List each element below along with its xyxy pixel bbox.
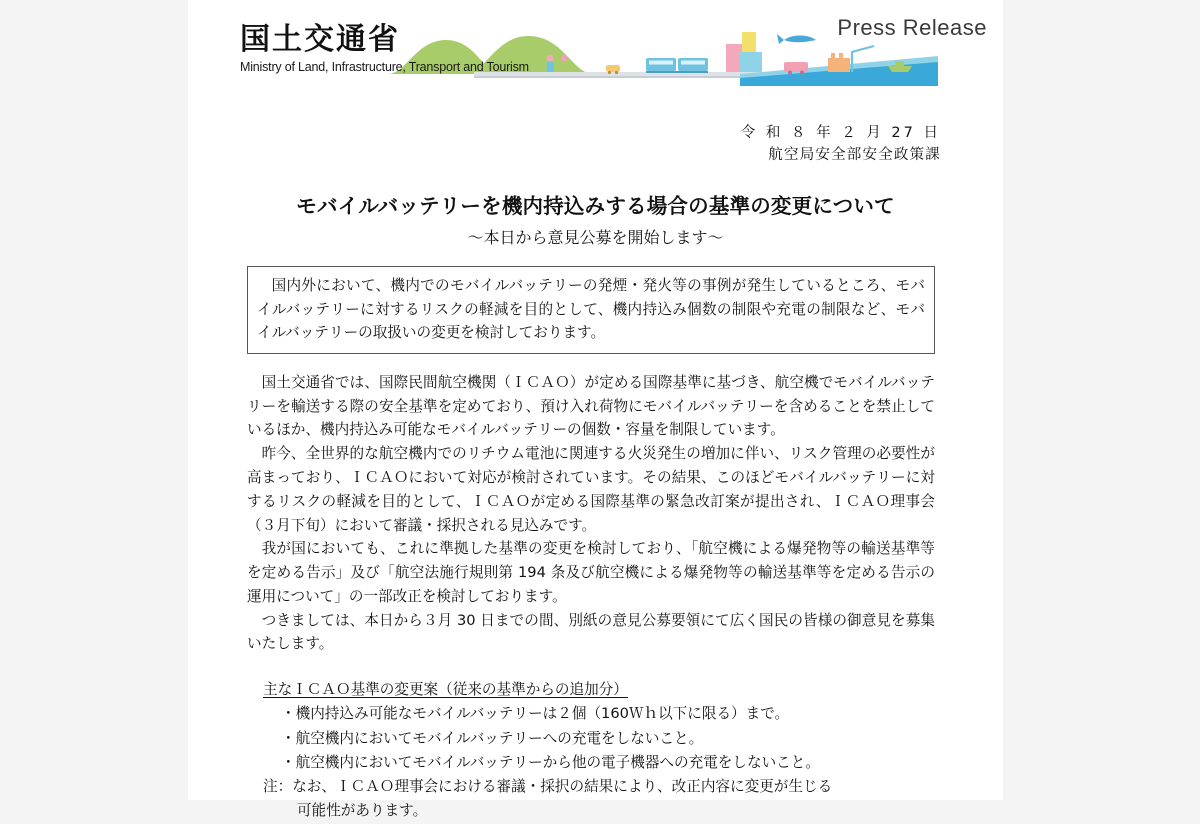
issue-date: 令 和 ８ 年 ２ 月 27 日 <box>740 125 941 141</box>
train-base-icon <box>646 71 708 73</box>
document-subtitle: ～本日から意見公募を開始します～ <box>467 227 724 247</box>
changes-note: 注：なお、ＩＣＡＯ理事会における審議・採択の結果により、改正内容に変更が生じる <box>263 778 833 796</box>
building-blue-icon <box>740 52 762 72</box>
paragraph-2: 昨今、全世界的な航空機内でのリチウム電池に関連する火災発生の増加に伴い、リスク管理の必要性が高まっており、ＩＣＡＯにおいて対応が検討されています。その結果、このほどモバイルバッテリーに対するリスクの軽減を目的として、ＩＣＡＯが定める国際基準の緊急改訂案が提出され、ＩＣＡＯ理事会（３月下旬）において審議・採択される見込みです。 <box>247 445 935 534</box>
container-top-icon <box>831 53 835 59</box>
ministry-name-en: Ministry of Land, Infrastructure, Transport and Tourism <box>240 59 529 74</box>
press-release-page <box>188 0 1003 820</box>
changes-note-continued: 可能性があります。 <box>297 802 428 820</box>
boat-cabin-icon <box>895 61 904 66</box>
container-top2-icon <box>839 53 843 59</box>
car-wheel-icon <box>608 71 611 74</box>
issuing-department: 航空局安全部安全政策課 <box>768 147 941 164</box>
changes-heading-row <box>247 678 935 702</box>
train-window2-icon <box>681 61 705 65</box>
car-icon <box>606 65 620 72</box>
summary-box <box>247 266 935 354</box>
body-text <box>247 371 935 656</box>
change-item-2: ・航空機内においてモバイルバッテリーへの充電をしないこと。 <box>281 729 704 747</box>
ministry-name-jp: 国土交通省 <box>240 22 400 57</box>
truck-icon <box>784 62 808 72</box>
summary-text: 国内外において、機内でのモバイルバッテリーの発煙・発火等の事例が発生しているところ、モバイルバッテリーに対するリスクの軽減を目的として、機内持込み個数の制限や充電の制限など、モバイルバッテリーの取扱いの変更を検討しております。 <box>257 276 925 342</box>
boat-icon <box>888 66 912 72</box>
date-issuer-block <box>188 122 1003 167</box>
ministry-logo <box>240 24 580 74</box>
paragraph-1: 国土交通省では、国際民間航空機関（ＩＣＡＯ）が定める国際基準に基づき、航空機でモバイルバッテリーを輸送する際の安全基準を定めており、預け入れ荷物にモバイルバッテリーを含めることを禁止しているほか、機内持込み可能なモバイルバッテリーの個数・容量を制限しています。 <box>247 373 935 439</box>
document-title: モバイルバッテリーを機内持込みする場合の基準の変更について <box>296 193 895 218</box>
changes-heading: 主なＩＣＡＯ基準の変更案（従来の基準からの追加分） <box>263 681 628 699</box>
paragraph-4: つきましては、本日から３月 30 日までの間、別紙の意見公募要領にて広く国民の皆様の御意見を募集いたします。 <box>247 611 935 653</box>
whale-tail-icon <box>777 34 784 44</box>
truck-wheel2-icon <box>800 71 804 75</box>
icao-changes-section <box>247 678 935 823</box>
car-wheel2-icon <box>615 71 618 74</box>
document-header <box>188 0 1003 100</box>
building-pink-icon <box>726 44 742 72</box>
press-release-label: Press Release <box>837 15 987 40</box>
container-icon <box>828 58 850 72</box>
whale-icon <box>784 36 816 43</box>
paragraph-3: 我が国においても、これに準拠した基準の変更を検討しており、「航空機による爆発物等の輸送基準等を定める告示」及び「航空法施行規則第 194 条及び航空機による爆発物等の輸送基準等を定める告示の運用について」の一部改正を検討しております。 <box>247 540 935 605</box>
truck-wheel-icon <box>788 71 792 75</box>
train-window-icon <box>649 61 673 65</box>
change-item-3: ・航空機内においてモバイルバッテリーから他の電子機器への充電をしないこと。 <box>281 753 820 771</box>
change-item-1: ・機内持込み可能なモバイルバッテリーは２個（160Ｗｈ以下に限る）まで。 <box>281 705 790 723</box>
